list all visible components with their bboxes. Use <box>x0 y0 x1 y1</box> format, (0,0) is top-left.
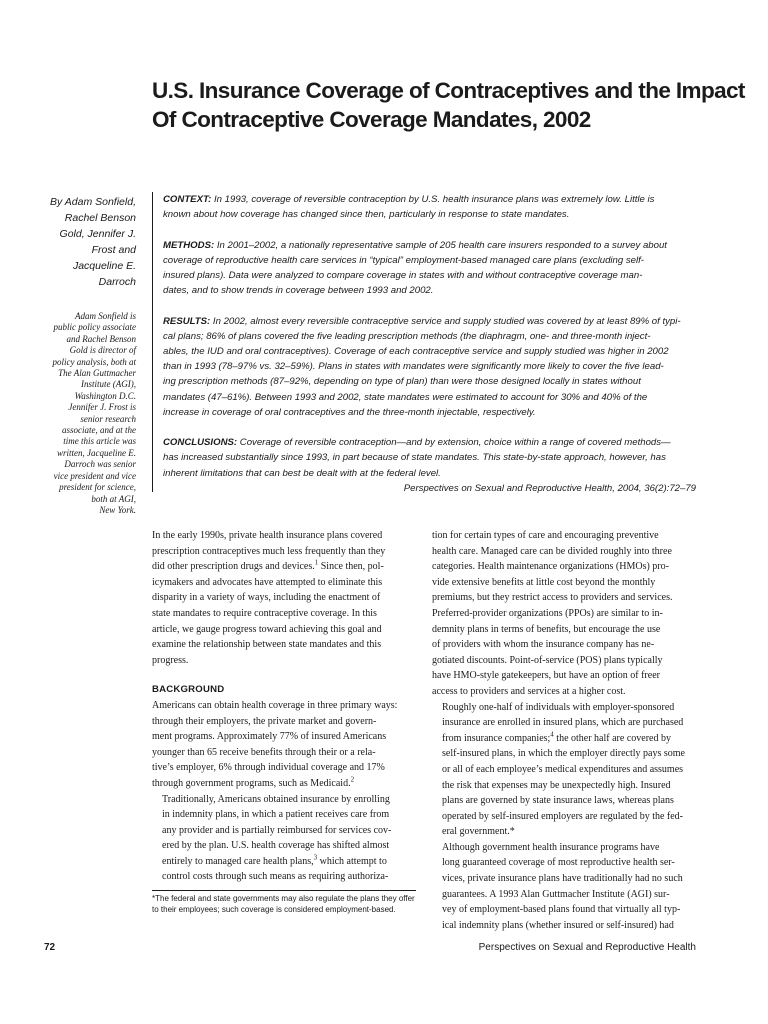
abstract-line <box>163 192 696 207</box>
abstract-text: In 2001–2002, a nationally representative sample of 205 health care insurers responded to a survey about <box>214 239 667 251</box>
abstract-methods <box>163 238 696 299</box>
body-line: access to providers and services at a higher cost. <box>432 685 626 697</box>
reference-marker: 2 <box>350 775 355 784</box>
affiliation-line: president for science, <box>59 482 136 493</box>
abstract-text: In 1993, coverage of reversible contraception by U.S. health insurance plans was extremely low. Little is <box>211 194 655 205</box>
affiliation-line: Darroch was senior <box>64 459 136 470</box>
body-text: which attempt to <box>317 855 387 867</box>
affiliation-line: public policy associate <box>53 322 136 333</box>
body-line: vide extensive benefits at little cost beyond the monthly <box>432 576 656 588</box>
body-line: any provider and is partially reimbursed for services cov- <box>162 824 392 836</box>
results-label: RESULTS: <box>163 315 211 327</box>
reference-marker: 1 <box>314 558 319 567</box>
body-line: Americans can obtain health coverage in three primary ways: <box>152 699 398 711</box>
abstract-line: dates, and to show trends in coverage between 1993 and 2002. <box>163 285 434 297</box>
body-paragraph <box>432 840 696 934</box>
body-line: tive’s employer, 6% through individual coverage and 17% <box>152 762 385 774</box>
body-line: icymakers and advocates have attempted to eliminate this <box>152 576 383 588</box>
affiliation-line: Washington D.C. <box>74 390 136 401</box>
abstract-line: ables, the IUD and oral contraceptives). Coverage of each contraceptive service and supply studied was higher in 2002 <box>163 346 669 357</box>
body-line: have HMO-style gatekeepers, but have an option of freer <box>432 670 660 682</box>
body-line: premiums, but they restrict access to providers and services. <box>432 592 673 604</box>
body-paragraph <box>432 528 696 700</box>
affiliation-line: The Alan Guttmacher <box>58 368 136 379</box>
body-line: examine the relationship between state mandates and this <box>152 639 382 651</box>
affiliation-line: Institute (AGI), <box>81 379 136 390</box>
body-text: Since then, pol- <box>318 561 384 573</box>
affiliation-line: associate, and at the <box>62 425 136 436</box>
byline-line: Frost and <box>91 244 136 256</box>
body-line: control costs through such means as requiring authoriza- <box>162 871 389 883</box>
abstract-text: Coverage of reversible contraception—and by extension, choice within a range of covered methods— <box>237 437 671 449</box>
abstract-line <box>163 314 696 329</box>
body-line: Although government health insurance programs have <box>442 841 660 853</box>
body-line: In the early 1990s, private health insurance plans covered <box>152 530 383 541</box>
affiliation-line: senior research <box>80 413 136 424</box>
affiliation-line: vice president and vice <box>53 470 136 481</box>
affiliation-line: time this article was <box>63 436 136 447</box>
body-line: progress. <box>152 654 189 666</box>
body-line: ered by the plan. U.S. health coverage has shifted almost <box>162 840 390 852</box>
affiliation-line: Adam Sonfield is <box>75 311 136 321</box>
body-line: ment programs. Approximately 77% of insured Americans <box>152 731 387 743</box>
abstract-line: mandates (47–61%). Between 1993 and 2002, state mandates were estimated to account for 30% and 40% of the <box>163 391 648 403</box>
abstract-line: than in 1993 (78–97% vs. 32–59%). Plans in states with mandates were significantly more likely to cover the five lead- <box>163 361 664 373</box>
body-line: demnity plans in terms of benefits, but encourage the use <box>432 623 661 635</box>
byline-line: Darroch <box>98 276 136 288</box>
spacer <box>152 668 416 675</box>
body-line: through their employers, the private market and govern- <box>152 715 377 727</box>
body-line: operated by self-insured employers are regulated by the fed- <box>442 810 684 822</box>
byline-line: Rachel Benson <box>64 212 136 224</box>
section-heading: BACKGROUND <box>152 684 225 696</box>
abstract-line: cal plans; 86% of plans covered the five leading prescription methods (the diaphragm, one- and three-month inject- <box>163 330 651 342</box>
body-line: health care. Managed care can be divided roughly into three <box>432 545 672 557</box>
title-line: Of Contraceptive Coverage Mandates, 2002 <box>152 107 591 132</box>
body-line: in indemnity plans, in which a patient receives care from <box>162 809 390 821</box>
byline-line: Jacqueline E. <box>72 260 136 272</box>
body-line <box>152 559 416 575</box>
body-line: self-insured plans, in which the employer directly pays some <box>442 748 685 760</box>
affiliation-line: both at AGI, <box>91 493 136 504</box>
citation: Perspectives on Sexual and Reproductive Health, 2004, 36(2):72–79 <box>403 482 696 494</box>
author-affiliation <box>20 311 136 516</box>
context-label: CONTEXT: <box>163 194 212 205</box>
body-line: or all of each employee’s medical expenditures and assumes <box>442 763 684 775</box>
body-line: Preferred-provider organizations (PPOs) are similar to in- <box>432 607 663 619</box>
reference-marker: 3 <box>313 853 318 862</box>
body-line: categories. Health maintenance organizations (HMOs) pro- <box>432 561 669 573</box>
body-line: tion for certain types of care and encouraging preventive <box>432 530 659 541</box>
footnote <box>152 894 416 916</box>
intro-paragraph <box>152 528 416 668</box>
body-column-left <box>152 528 416 885</box>
body-line: the risk that expenses may be unexpectedly high. Insured <box>442 779 671 791</box>
abstract-line <box>163 435 696 450</box>
body-line: eral government.* <box>442 826 515 838</box>
byline-line: Gold, Jennifer J. <box>59 228 136 240</box>
body-line: plans are governed by state insurance laws, whereas plans <box>442 795 674 807</box>
abstract-line: increase in coverage of oral contraceptives and the three-month injectable, respectively. <box>163 406 536 418</box>
background-paragraph <box>152 792 416 886</box>
body-text: through government programs, such as Medicaid. <box>152 777 351 789</box>
footnote-line: to their employees; such coverage is considered employment-based. <box>152 904 396 914</box>
footnote-line: *The federal and state governments may also regulate the plans they offer <box>152 894 415 903</box>
affiliation-line: New York. <box>99 504 136 515</box>
abstract-results <box>163 314 696 420</box>
body-line: long guaranteed coverage of most reproductive health ser- <box>442 857 675 869</box>
body-line: younger than 65 receive benefits through their or a rela- <box>152 746 376 758</box>
body-line: state mandates to require contraceptive coverage. In this <box>152 607 377 619</box>
abstract-line: coverage of reproductive health care services in “typical” employment-based managed care plans (excluding self- <box>163 254 644 266</box>
body-text: did other prescription drugs and devices. <box>152 561 315 573</box>
body-line: insurance are enrolled in insured plans, which are purchased <box>442 717 684 729</box>
abstract <box>152 192 696 492</box>
abstract-conclusions <box>163 435 696 481</box>
body-line: disparity in a variety of ways, including the enactment of <box>152 592 381 604</box>
reference-marker: 4 <box>550 730 554 739</box>
affiliation-line: written, Jacqueline E. <box>57 447 136 458</box>
body-line <box>152 776 416 792</box>
byline <box>20 194 136 290</box>
body-line <box>152 854 416 870</box>
body-text: from insurance companies; <box>442 732 551 744</box>
abstract-line: insured plans). Data were analyzed to compare coverage in states with and without contraceptive coverage man- <box>163 270 643 281</box>
body-line: Traditionally, Americans obtained insurance by enrolling <box>162 793 390 805</box>
body-line: article, we gauge progress toward achieving this goal and <box>152 623 382 635</box>
body-text: entirely to managed care health plans, <box>162 855 314 867</box>
abstract-text: In 2002, almost every reversible contraceptive service and supply studied was covered by at least 89% of typi- <box>210 315 681 327</box>
body-line: vey of employment-based plans found that virtually all typ- <box>442 904 681 916</box>
background-paragraph <box>152 698 416 792</box>
body-line <box>432 731 696 747</box>
affiliation-line: Jennifer J. Frost is <box>68 402 136 413</box>
affiliation-line: Gold is director of <box>69 345 136 356</box>
body-column-right <box>432 528 696 933</box>
byline-line: By Adam Sonfield, <box>50 196 136 208</box>
abstract-line: inherent limitations that can best be dealt with at the federal level. <box>163 467 441 479</box>
abstract-line <box>163 238 696 253</box>
body-line: vices, private insurance plans have traditionally had no such <box>442 873 683 885</box>
abstract-context <box>163 192 696 222</box>
body-line: of providers with whom the insurance company has ne- <box>432 639 655 651</box>
footnote-divider <box>152 890 416 891</box>
conclusions-label: CONCLUSIONS: <box>163 437 238 449</box>
body-line: guarantees. A 1993 Alan Guttmacher Institute (AGI) sur- <box>442 888 670 900</box>
abstract-line: known about how coverage has changed since then, particularly in response to state mandates. <box>163 209 570 221</box>
article-title <box>152 76 745 134</box>
affiliation-line: and Rachel Benson <box>66 333 136 344</box>
abstract-line: ing prescription methods (87–92%, depending on type of plan) than were those designed locally in states without <box>163 376 641 388</box>
affiliation-line: policy analysis, both at <box>52 356 136 367</box>
journal-name: Perspectives on Sexual and Reproductive Health <box>478 942 696 953</box>
body-line: ical indemnity plans (whether insured or self-insured) had <box>442 919 674 931</box>
body-paragraph <box>432 700 696 840</box>
abstract-line: has increased substantially since 1993, in part because of state mandates. This state-by-state approach, however, has <box>163 452 666 464</box>
page-number: 72 <box>44 942 56 953</box>
body-line: prescription contraceptives much less frequently than they <box>152 545 386 557</box>
body-text: the other half are covered by <box>553 732 671 744</box>
methods-label: METHODS: <box>163 239 215 251</box>
body-line: gotiated discounts. Point-of-service (POS) plans typically <box>432 654 663 666</box>
title-line: U.S. Insurance Coverage of Contraceptives and the Impact <box>152 78 745 103</box>
body-line: Roughly one-half of individuals with employer-sponsored <box>442 701 675 713</box>
